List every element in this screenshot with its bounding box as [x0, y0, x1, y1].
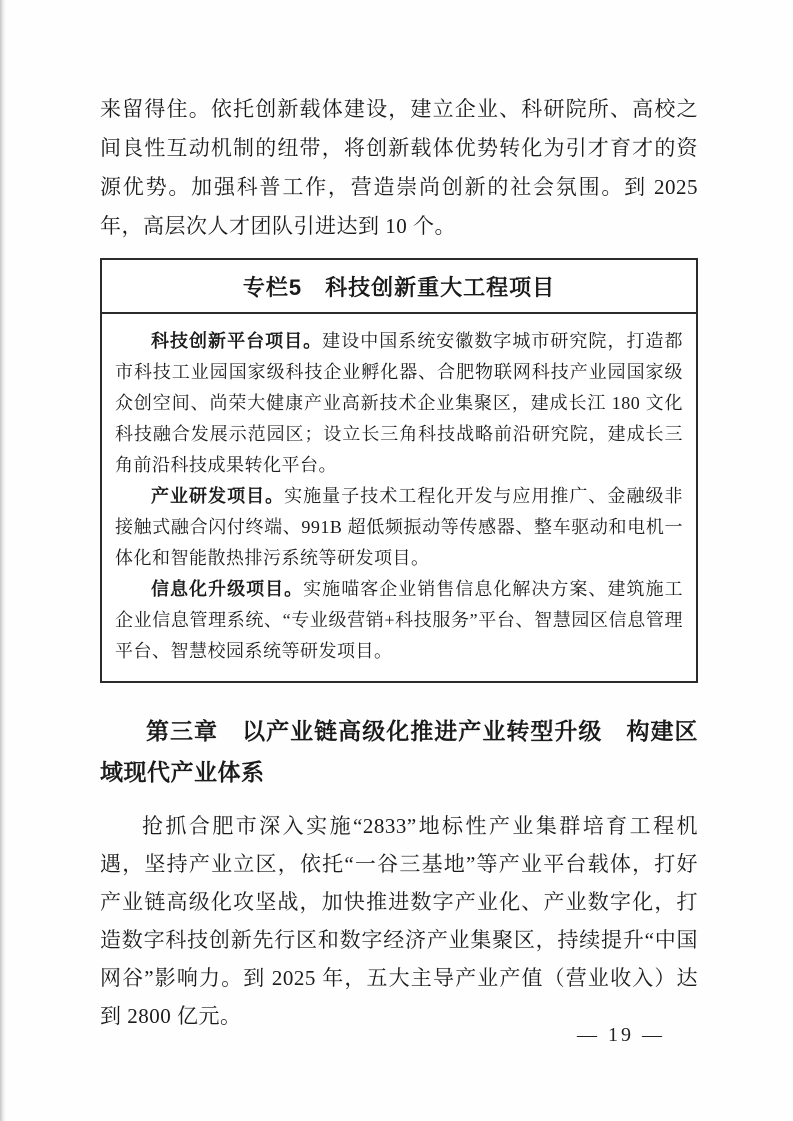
feature-box-body: [102, 314, 696, 681]
top-paragraph: 来留得住。依托创新载体建设，建立企业、科研院所、高校之间良性互动机制的纽带，将创新载体优势转化为引才育才的资源优势。加强科普工作，营造崇尚创新的社会氛围。到 2025 年，高层次人才团队引进达到 10 个。: [100, 97, 698, 238]
feature-box-title: 专栏5 科技创新重大工程项目: [102, 260, 696, 314]
box-section-platform-label: 科技创新平台项目。: [151, 331, 323, 351]
box-section-rnd-text: 实施量子技术工程化开发与应用推广、金融级非接触式融合闪付终端、991B 超低频振动等传感器、整车驱动和电机一体化和智能散热排污系统等研发项目。: [115, 486, 684, 568]
box-section-informatization-text: 实施喵客企业销售信息化解决方案、建筑施工企业信息管理系统、“专业级营销+科技服务”平台、智慧园区信息管理平台、智慧校园系统等研发项目。: [115, 579, 684, 661]
page-number: — 19 —: [577, 1024, 665, 1046]
box-section-platform: [115, 326, 683, 481]
box-section-rnd-label: 产业研发项目。: [151, 486, 285, 506]
feature-box: [100, 258, 698, 683]
box-section-rnd: [115, 481, 683, 574]
box-section-platform-text: 建设中国系统安徽数字城市研究院，打造都市科技工业园国家级科技企业孵化器、合肥物联网科技产业园国家级众创空间、尚荣大健康产业高新技术企业集聚区，建成长江 180 文化科技融合发展示范园区；设立长三角科技战略前沿研究院，建成长三角前沿科技成果转化平台。: [115, 331, 684, 475]
bottom-paragraph: 抢抓合肥市深入实施“2833”地标性产业集群培育工程机遇，坚持产业立区，依托“一谷三基地”等产业平台载体，打好产业链高级化攻坚战，加快推进数字产业化、产业数字化，打造数字科技创新先行区和数字经济产业集聚区，持续提升“中国网谷”影响力。到 2025 年，五大主导产业产值（营业收入）达到 2800 亿元。: [100, 814, 698, 1028]
chapter-heading: 第三章 以产业链高级化推进产业转型升级 构建区域现代产业体系: [100, 718, 698, 785]
box-section-informatization-label: 信息化升级项目。: [151, 579, 304, 599]
page-content: [100, 90, 698, 1056]
box-section-informatization: [115, 574, 683, 667]
scan-edge-artifact: [0, 0, 6, 1121]
